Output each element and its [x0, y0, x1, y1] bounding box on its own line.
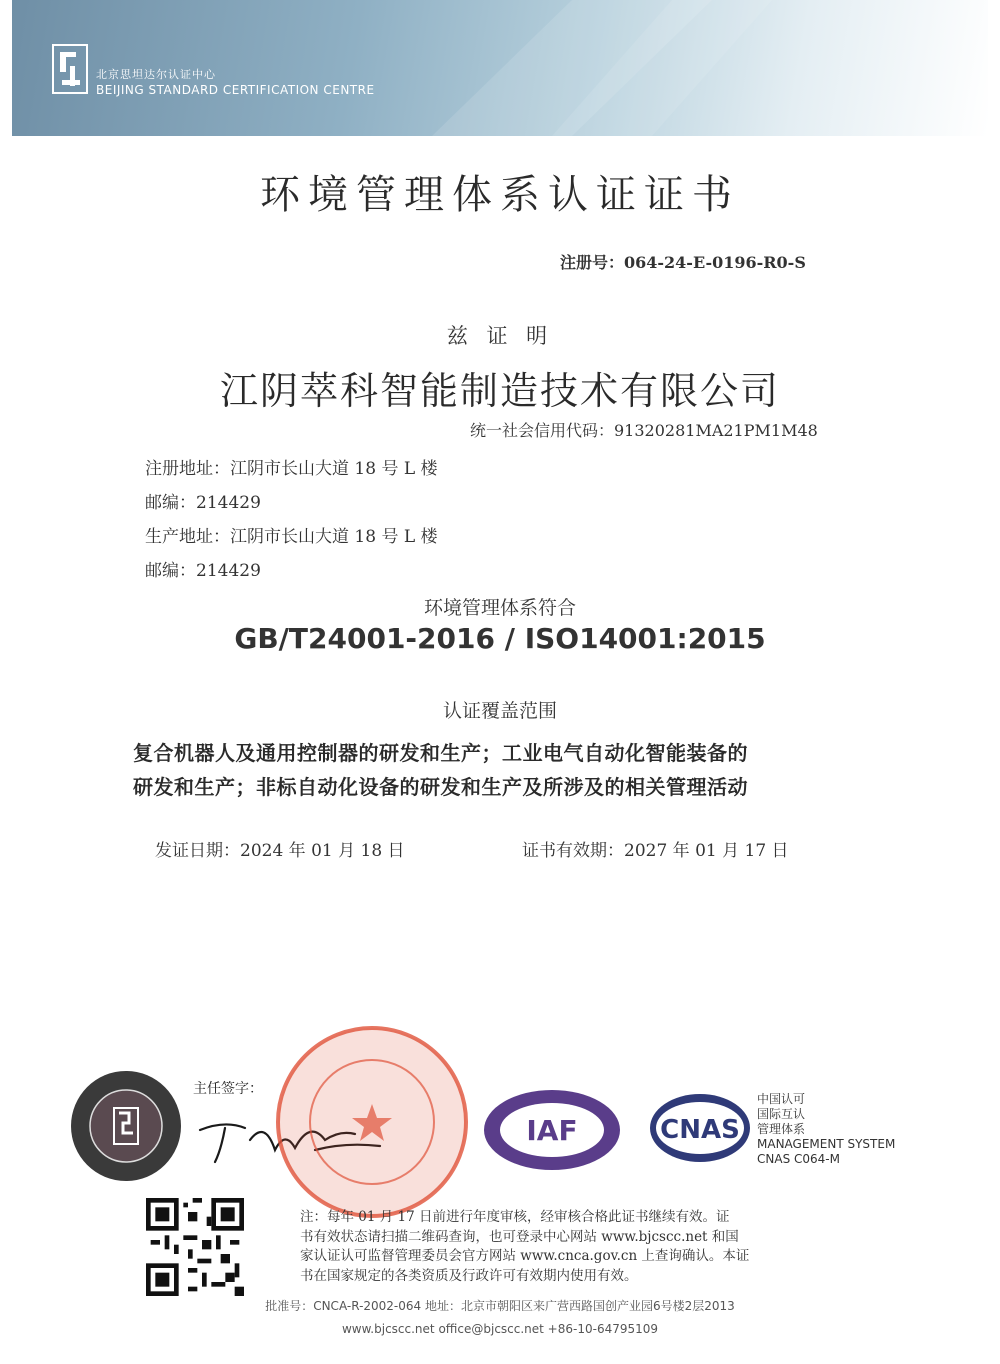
center-logo-icon: [52, 44, 88, 94]
scope-line-2: 研发和生产；非标自动化设备的研发和生产及所涉及的相关管理活动: [133, 775, 748, 799]
footer-contact: www.bjcscc.net office@bjcscc.net +86-10-64795109: [341, 1322, 659, 1336]
registration-number: 注册号：064-24-E-0196-R0-S: [560, 253, 806, 272]
note-line-3: 家认证认可监督管理委员会官方网站 www.cnca.gov.cn 上查询确认。本证: [300, 1248, 750, 1264]
signature-label: 主任签字：: [193, 1081, 263, 1097]
svg-text:IAF: IAF: [526, 1114, 578, 1147]
company-name: 江阴萃科智能制造技术有限公司: [219, 369, 780, 413]
certificate-title: 环境管理体系认证证书: [260, 172, 740, 218]
expiry-date: 证书有效期：2027 年 01 月 17 日: [522, 841, 789, 861]
cnas-line-4: MANAGEMENT SYSTEM: [757, 1137, 896, 1151]
cnas-line-5: CNAS C064-M: [757, 1152, 840, 1166]
cnas-line-1: 中国认可: [757, 1092, 806, 1106]
iaf-logo-icon: [482, 1088, 622, 1172]
qr-code-icon[interactable]: [146, 1198, 244, 1296]
credit-code: 统一社会信用代码：91320281MA21PM1M48: [470, 421, 818, 440]
certification-stamp-icon: [272, 1022, 472, 1222]
note-line-2: 书有效状态请扫描二维码查询，也可登录中心网站 www.bjcscc.net 和国: [300, 1228, 739, 1245]
cnas-line-3: 管理体系: [757, 1122, 806, 1136]
center-round-seal-icon: [68, 1068, 184, 1184]
footer-approval-address: 批准号：CNCA-R-2002-064 地址：北京市朝阳区来广营西路国创产业园6号楼2层2013: [265, 1299, 735, 1313]
registered-address: 注册地址：江阴市长山大道 18 号 L 楼: [145, 459, 438, 479]
production-address: 生产地址：江阴市长山大道 18 号 L 楼: [145, 527, 438, 547]
cnas-line-2: 国际互认: [757, 1107, 806, 1121]
cnas-logo-icon: [648, 1092, 752, 1164]
postcode-2: 邮编：214429: [145, 561, 261, 581]
conform-label: 环境管理体系符合: [423, 597, 576, 619]
standards: GB/T24001-2016 / ISO14001:2015: [234, 622, 766, 655]
header-org-en: BEIJING STANDARD CERTIFICATION CENTRE: [96, 83, 375, 97]
hereby-certify: 兹 证 明: [446, 324, 554, 348]
cnas-text: [757, 1092, 895, 1167]
scope-line-1: 复合机器人及通用控制器的研发和生产；工业电气自动化智能装备的: [133, 741, 748, 765]
certificate-note: [300, 1208, 840, 1286]
scope-text: [133, 736, 863, 804]
header-banner: [12, 0, 988, 136]
note-line-1: 注：每年 01 月 17 日前进行年度审核，经审核合格此证书继续有效。证: [300, 1209, 730, 1225]
note-line-4: 书在国家规定的各类资质及行政许可有效期内使用有效。: [300, 1267, 638, 1284]
postcode-1: 邮编：214429: [145, 493, 261, 513]
issue-date: 发证日期：2024 年 01 月 18 日: [155, 841, 405, 861]
scope-label: 认证覆盖范围: [442, 700, 557, 722]
svg-text:CNAS: CNAS: [660, 1115, 740, 1145]
header-org-cn: 北京思坦达尔认证中心: [96, 68, 216, 81]
